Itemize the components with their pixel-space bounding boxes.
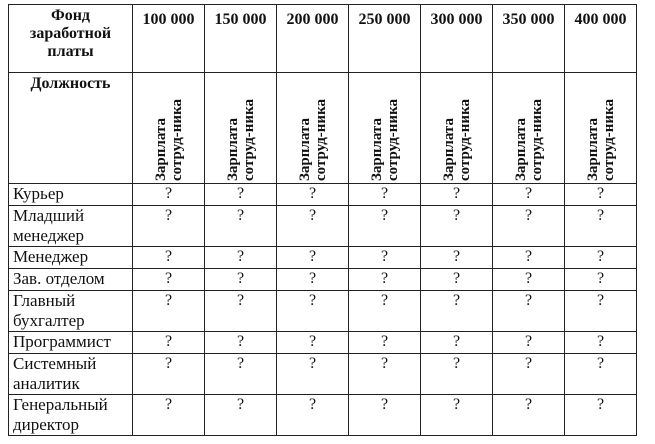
salary-value-cell: ?	[493, 247, 565, 269]
salary-value-cell: ?	[133, 395, 205, 436]
table-row	[9, 184, 637, 206]
salary-value-cell: ?	[277, 184, 349, 206]
salary-value-cell: ?	[133, 291, 205, 332]
salary-value-cell: ?	[421, 206, 493, 247]
salary-value-cell: ?	[421, 332, 493, 354]
salary-header-cell	[349, 73, 421, 184]
salary-value-cell: ?	[205, 395, 277, 436]
salary-value-cell: ?	[421, 247, 493, 269]
salary-value-cell: ?	[493, 354, 565, 395]
salary-value-cell: ?	[565, 269, 637, 291]
salary-value-cell: ?	[421, 291, 493, 332]
amount-header: 250 000	[349, 5, 421, 73]
salary-value-cell: ?	[205, 184, 277, 206]
table-row	[9, 291, 637, 332]
table-body	[9, 184, 637, 436]
salary-value-cell: ?	[133, 184, 205, 206]
salary-value-cell: ?	[493, 184, 565, 206]
salary-value-cell: ?	[133, 332, 205, 354]
salary-value-cell: ?	[205, 269, 277, 291]
salary-value-cell: ?	[277, 206, 349, 247]
salary-value-cell: ?	[565, 332, 637, 354]
salary-header-cell	[565, 73, 637, 184]
salary-header: Зарплата сотруд-ника	[440, 99, 473, 181]
salary-value-cell: ?	[421, 184, 493, 206]
table-row	[9, 395, 637, 436]
salary-value-cell: ?	[421, 269, 493, 291]
amount-header: 150 000	[205, 5, 277, 73]
salary-header-cell	[277, 73, 349, 184]
fund-header: Фонд заработной платы	[9, 5, 133, 73]
position-cell: Курьер	[9, 184, 133, 206]
salary-header-cell	[421, 73, 493, 184]
salary-value-cell: ?	[493, 332, 565, 354]
salary-header: Зарплата сотруд-ника	[152, 99, 185, 181]
salary-value-cell: ?	[277, 332, 349, 354]
salary-value-cell: ?	[205, 247, 277, 269]
salary-value-cell: ?	[349, 184, 421, 206]
salary-value-cell: ?	[565, 184, 637, 206]
position-cell: Менеджер	[9, 247, 133, 269]
salary-value-cell: ?	[349, 354, 421, 395]
salary-value-cell: ?	[493, 269, 565, 291]
salary-value-cell: ?	[133, 206, 205, 247]
salary-value-cell: ?	[565, 206, 637, 247]
salary-value-cell: ?	[349, 332, 421, 354]
salary-value-cell: ?	[133, 247, 205, 269]
amount-header: 200 000	[277, 5, 349, 73]
salary-header: Зарплата сотруд-ника	[296, 99, 329, 181]
position-cell: Зав. отделом	[9, 269, 133, 291]
salary-header-cell	[205, 73, 277, 184]
salary-value-cell: ?	[565, 291, 637, 332]
header-row-amounts	[9, 5, 637, 73]
amount-header: 100 000	[133, 5, 205, 73]
position-header: Должность	[9, 73, 133, 184]
salary-value-cell: ?	[421, 354, 493, 395]
salary-value-cell: ?	[565, 354, 637, 395]
table-row	[9, 332, 637, 354]
salary-value-cell: ?	[133, 354, 205, 395]
salary-value-cell: ?	[493, 206, 565, 247]
table-row	[9, 247, 637, 269]
table-row	[9, 354, 637, 395]
salary-header-cell	[493, 73, 565, 184]
salary-value-cell: ?	[277, 291, 349, 332]
salary-value-cell: ?	[421, 395, 493, 436]
table-row	[9, 269, 637, 291]
salary-value-cell: ?	[205, 291, 277, 332]
amount-header: 300 000	[421, 5, 493, 73]
salary-header: Зарплата сотруд-ника	[368, 99, 401, 181]
salary-value-cell: ?	[277, 269, 349, 291]
salary-header-cell	[133, 73, 205, 184]
amount-header: 400 000	[565, 5, 637, 73]
salary-value-cell: ?	[565, 247, 637, 269]
salary-value-cell: ?	[349, 269, 421, 291]
salary-value-cell: ?	[493, 395, 565, 436]
salary-header: Зарплата сотруд-ника	[512, 99, 545, 181]
salary-value-cell: ?	[277, 395, 349, 436]
position-cell: Системный аналитик	[9, 354, 133, 395]
salary-value-cell: ?	[205, 206, 277, 247]
salary-value-cell: ?	[349, 291, 421, 332]
salary-value-cell: ?	[277, 247, 349, 269]
salary-header: Зарплата сотруд-ника	[584, 99, 617, 181]
table-row	[9, 206, 637, 247]
header-row-salary	[9, 73, 637, 184]
salary-value-cell: ?	[205, 354, 277, 395]
salary-value-cell: ?	[205, 332, 277, 354]
salary-value-cell: ?	[349, 247, 421, 269]
salary-value-cell: ?	[565, 395, 637, 436]
amount-header: 350 000	[493, 5, 565, 73]
salary-value-cell: ?	[349, 206, 421, 247]
position-cell: Генеральный директор	[9, 395, 133, 436]
salary-value-cell: ?	[277, 354, 349, 395]
salary-value-cell: ?	[349, 395, 421, 436]
salary-value-cell: ?	[133, 269, 205, 291]
salary-header: Зарплата сотруд-ника	[224, 99, 257, 181]
position-cell: Главный бухгалтер	[9, 291, 133, 332]
position-cell: Программист	[9, 332, 133, 354]
salary-table	[8, 4, 637, 436]
position-cell: Младший менеджер	[9, 206, 133, 247]
salary-value-cell: ?	[493, 291, 565, 332]
